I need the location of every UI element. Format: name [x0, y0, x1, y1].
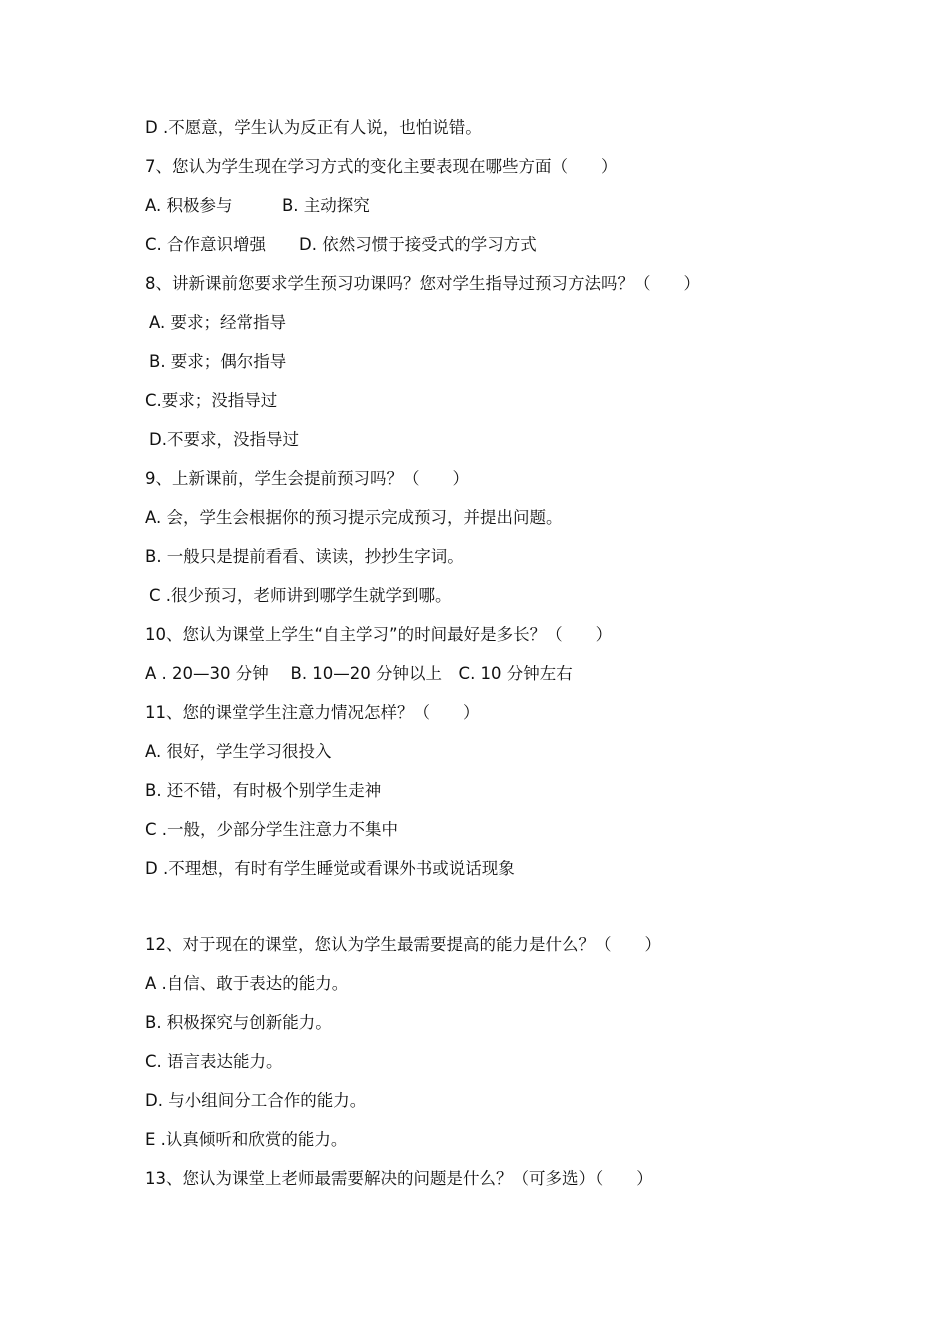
question-8: 8、讲新课前您要求学生预习功课吗？您对学生指导过预习方法吗？（ ） — [145, 274, 700, 293]
q8-option-a: A. 要求；经常指导 — [149, 313, 286, 332]
q9-option-a: A. 会，学生会根据你的预习提示完成预习，并提出问题。 — [145, 508, 563, 527]
q11-option-c: C .一般，少部分学生注意力不集中 — [145, 820, 399, 839]
q12-option-e: E .认真倾听和欣赏的能力。 — [145, 1130, 348, 1149]
q12-option-c: C. 语言表达能力。 — [145, 1052, 283, 1071]
question-10: 10、您认为课堂上学生“自主学习”的时间最好是多长？（ ） — [145, 625, 613, 644]
q8-option-d: D.不要求，没指导过 — [149, 430, 299, 449]
q11-option-a: A. 很好，学生学习很投入 — [145, 742, 332, 761]
q8-option-b: B. 要求；偶尔指导 — [149, 352, 287, 371]
q12-option-d: D. 与小组间分工合作的能力。 — [145, 1091, 367, 1110]
q11-option-b: B. 还不错，有时极个别学生走神 — [145, 781, 382, 800]
question-7: 7、您认为学生现在学习方式的变化主要表现在哪些方面（ ） — [145, 157, 618, 176]
q8-option-c: C.要求；没指导过 — [145, 391, 278, 410]
q9-option-b: B. 一般只是提前看看、读读，抄抄生字词。 — [145, 547, 464, 566]
question-9: 9、上新课前，学生会提前预习吗？（ ） — [145, 469, 469, 488]
question-12: 12、对于现在的课堂，您认为学生最需要提高的能力是什么？（ ） — [145, 935, 661, 954]
q10-options: A . 20—30 分钟 B. 10—20 分钟以上 C. 10 分钟左右 — [145, 664, 573, 683]
q9-option-c: C .很少预习，老师讲到哪学生就学到哪。 — [149, 586, 452, 605]
question-11: 11、您的课堂学生注意力情况怎样？（ ） — [145, 703, 480, 722]
q7-options-ab: A. 积极参与 B. 主动探究 — [145, 196, 370, 215]
q6-option-d: D .不愿意，学生认为反正有人说，也怕说错。 — [145, 118, 482, 137]
q12-option-a: A .自信、敢于表达的能力。 — [145, 974, 349, 993]
q12-option-b: B. 积极探究与创新能力。 — [145, 1013, 332, 1032]
q11-option-d: D .不理想，有时有学生睡觉或看课外书或说话现象 — [145, 859, 515, 878]
question-13: 13、您认为课堂上老师最需要解决的问题是什么？（可多选）（ ） — [145, 1169, 653, 1188]
q7-options-cd: C. 合作意识增强 D. 依然习惯于接受式的学习方式 — [145, 235, 537, 254]
